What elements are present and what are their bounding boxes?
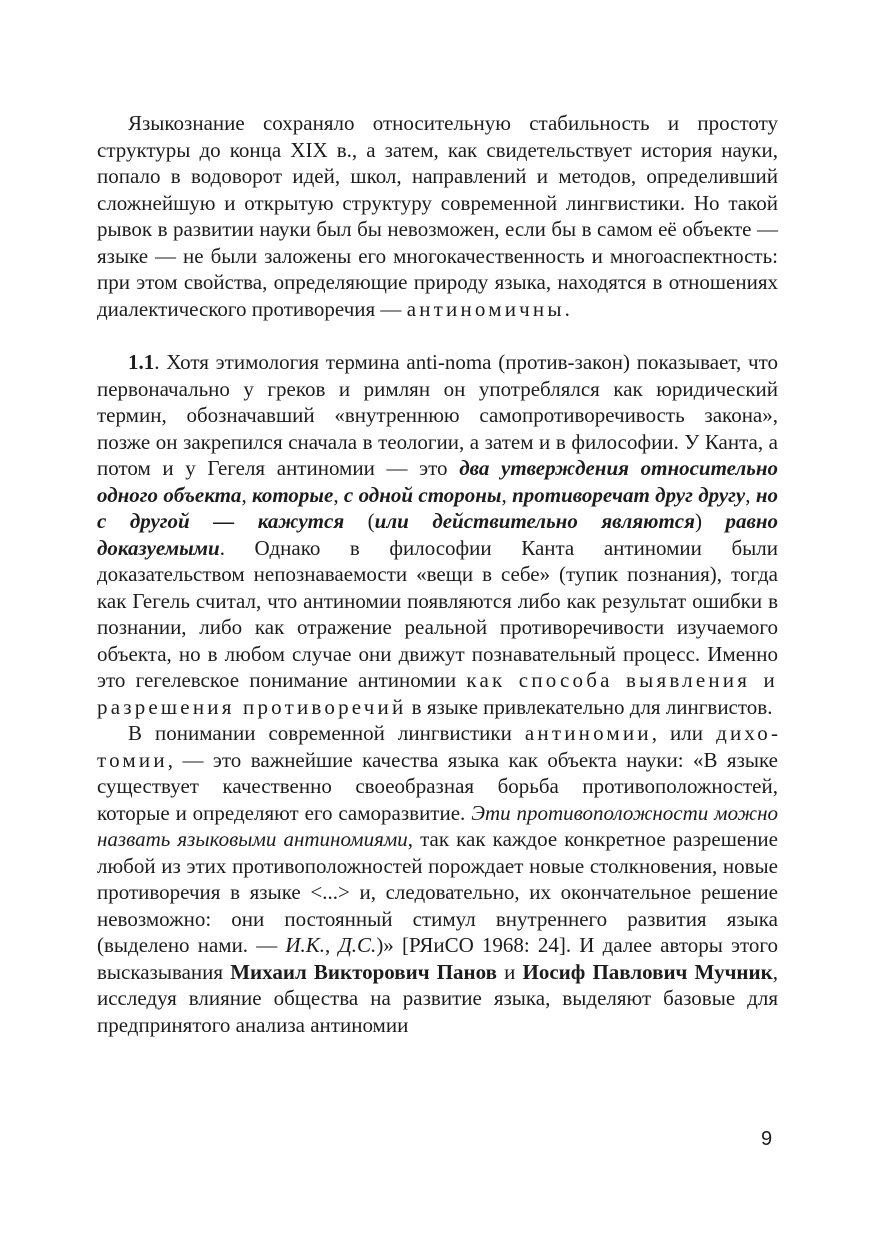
author-initials-1: И.К. <box>285 933 326 957</box>
modern-text-7: и <box>496 959 523 984</box>
s11-spaced-phrase: как способа выявления и разрешения противоречий <box>97 668 778 719</box>
name-muchnik: Иосиф Павлович Мучник <box>522 959 773 984</box>
modern-text-1: В понимании современной лингвистики <box>128 721 525 745</box>
intro-text-1: Языкознание сохраняло относительную стабильность и простоту структуры до конца XIX в., а затем, как свидетельствует история науки, попало в водоворот идей, школ, направлений и методов, определивший сложнейшую и открытую структуру современной лингвистики. Но такой рывок в развитии науки был бы невозможен, если бы в самом её объекте — языке — не были заложены его многокачественность и многоаспектность: при этом свойства, определяющие природу языка, находятся в отношениях диалектического противоречия — <box>97 111 778 321</box>
modern-text-8: , исследуя влияние общества на развитие языка, выделяют базовые для предпринятого анализа антиномии <box>97 959 778 1037</box>
s11-emphasis-2: которые <box>252 482 334 507</box>
page-number: 9 <box>761 1128 773 1150</box>
s11-text-3: , <box>333 482 344 507</box>
s11-text-5: , <box>745 482 756 507</box>
intro-paragraph <box>97 110 778 322</box>
section-1-1-paragraph <box>97 349 778 720</box>
term-antinomies: антиномии <box>524 721 652 745</box>
s11-text-4: , <box>501 482 513 507</box>
term-dichotomies: дихотомии <box>97 721 778 772</box>
s11-text-7: ) <box>694 509 726 533</box>
modern-italic-quote: Эти противоположности можно назвать языковыми антиномиями <box>97 800 778 851</box>
term-antinomic: антиномичны <box>406 296 565 321</box>
modern-linguistics-paragraph <box>97 720 778 1038</box>
s11-emphasis-4: противоречат друг другу <box>512 482 746 507</box>
s11-emphasis-7: равно доказуемыми <box>97 509 779 560</box>
s11-text-8: . Однако в философии Канта антиномии были доказательством непознаваемости «вещи в себе» (тупик познания), тогда как Гегель считал, что антиномии появляются либо как результат ошибки в познании, либо как отражение реальной противоречивости изучаемого объекта, но в любом случае они движут познавательный процесс. Именно это гегелевское понимание антиномии <box>97 535 778 692</box>
s11-emphasis-1: два утверждения относительно одного объекта <box>97 456 778 507</box>
s11-text-1: . Хотя этимология термина anti-noma (против-закон) показывает, что первоначально у греков и римлян он употреблялся как юридический термин, обозначавший «внутреннюю самопротиворечивость закона», позже он закрепился сначала в теологии, а затем и в философии. У Канта, а потом и у Гегеля антиномии — это <box>97 350 778 480</box>
modern-text-2: , или <box>651 721 717 745</box>
author-initials-2: Д.С. <box>338 933 377 957</box>
s11-text-2: , <box>241 482 253 507</box>
s11-text-9: в языке привлекательно для лингвистов. <box>406 694 773 719</box>
intro-text-2: . <box>564 296 570 321</box>
s11-text-6: ( <box>344 509 375 533</box>
s11-emphasis-3: с одной стороны <box>343 482 502 507</box>
modern-text-3: , — это важнейшие качества языка как объекта науки: «В языке существует качественно своеобразная борьба противоположностей, которые и определяют его саморазвитие. <box>97 747 778 825</box>
s11-emphasis-6: или действительно являются <box>374 509 695 533</box>
modern-text-5: , <box>325 933 339 957</box>
name-panov: Михаил Викторович Панов <box>230 959 497 984</box>
page-body <box>97 110 778 1038</box>
section-gap <box>97 322 778 349</box>
s11-emphasis-5: но с другой — кажутся <box>97 482 779 533</box>
section-number: 1.1 <box>128 350 155 374</box>
modern-text-4: , так как каждое конкретное разрешение любой из этих противоположностей порождает новые столкновения, новые противоречия в языке <...> и, следовательно, их окончательное решение невозможно: они постоянный стимул внутреннего развития языка (выделено нами. — <box>97 827 778 957</box>
modern-text-6: )» [РЯиСО 1968: 24]. И далее авторы этого высказывания <box>97 933 778 984</box>
